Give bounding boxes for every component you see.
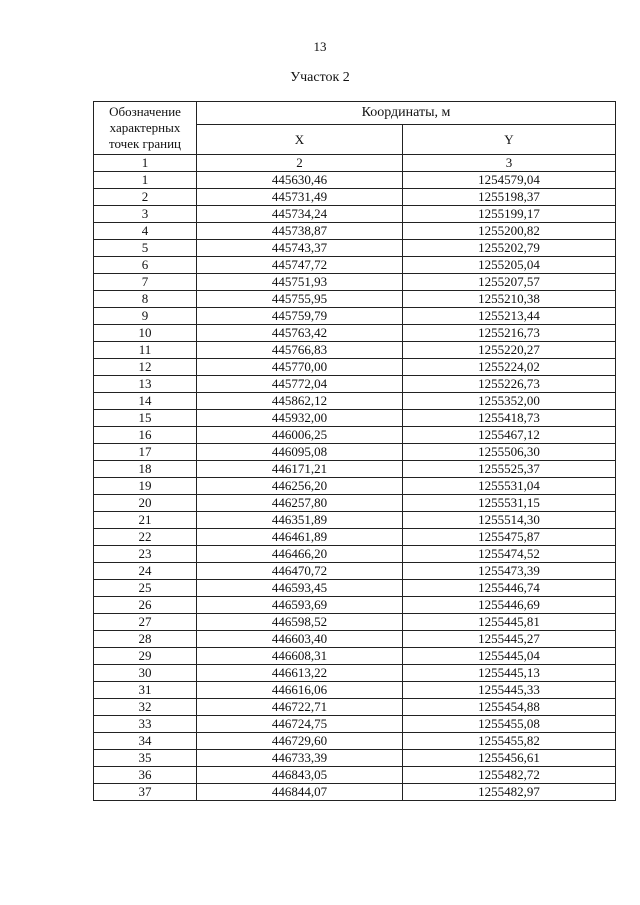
point-number-cell: 16 — [94, 427, 197, 444]
table-row — [94, 342, 616, 359]
y-coordinate-cell: 1255467,12 — [403, 427, 616, 444]
point-number-cell: 35 — [94, 750, 197, 767]
point-number-cell: 20 — [94, 495, 197, 512]
x-coordinate-cell: 445763,42 — [197, 325, 403, 342]
y-coordinate-cell: 1255455,82 — [403, 733, 616, 750]
y-coordinate-cell: 1255525,37 — [403, 461, 616, 478]
header-point-designation: Обозначение характерных точек границ — [94, 102, 197, 155]
x-coordinate-cell: 446843,05 — [197, 767, 403, 784]
header-x: X — [197, 125, 403, 155]
y-coordinate-cell: 1254579,04 — [403, 172, 616, 189]
x-coordinate-cell: 446616,06 — [197, 682, 403, 699]
y-coordinate-cell: 1255445,27 — [403, 631, 616, 648]
x-coordinate-cell: 446461,89 — [197, 529, 403, 546]
x-coordinate-cell: 446733,39 — [197, 750, 403, 767]
x-coordinate-cell: 445862,12 — [197, 393, 403, 410]
table-row — [94, 733, 616, 750]
table-row — [94, 716, 616, 733]
point-number-cell: 17 — [94, 444, 197, 461]
x-coordinate-cell: 446256,20 — [197, 478, 403, 495]
x-coordinate-cell: 445770,00 — [197, 359, 403, 376]
point-number-cell: 15 — [94, 410, 197, 427]
table-row — [94, 393, 616, 410]
table-row — [94, 546, 616, 563]
point-number-cell: 13 — [94, 376, 197, 393]
x-coordinate-cell: 446006,25 — [197, 427, 403, 444]
point-number-cell: 12 — [94, 359, 197, 376]
x-coordinate-cell: 445755,95 — [197, 291, 403, 308]
table-row — [94, 495, 616, 512]
table-row — [94, 529, 616, 546]
y-coordinate-cell: 1255207,57 — [403, 274, 616, 291]
y-coordinate-cell: 1255455,08 — [403, 716, 616, 733]
table-row — [94, 784, 616, 801]
point-number-cell: 25 — [94, 580, 197, 597]
table-row — [94, 410, 616, 427]
point-number-cell: 28 — [94, 631, 197, 648]
y-coordinate-cell: 1255482,72 — [403, 767, 616, 784]
point-number-cell: 6 — [94, 257, 197, 274]
x-coordinate-cell: 445734,24 — [197, 206, 403, 223]
table-row — [94, 597, 616, 614]
point-number-cell: 3 — [94, 206, 197, 223]
x-coordinate-cell: 446729,60 — [197, 733, 403, 750]
x-coordinate-cell: 445630,46 — [197, 172, 403, 189]
x-coordinate-cell: 445731,49 — [197, 189, 403, 206]
point-number-cell: 5 — [94, 240, 197, 257]
y-coordinate-cell: 1255482,97 — [403, 784, 616, 801]
x-coordinate-cell: 446593,45 — [197, 580, 403, 597]
table-row — [94, 563, 616, 580]
point-number-cell: 19 — [94, 478, 197, 495]
column-number-1: 1 — [94, 155, 197, 172]
table-row — [94, 308, 616, 325]
point-number-cell: 31 — [94, 682, 197, 699]
table-row — [94, 223, 616, 240]
table-row — [94, 427, 616, 444]
section-title: Участок 2 — [290, 70, 350, 85]
table-row — [94, 206, 616, 223]
table-row — [94, 648, 616, 665]
table-row — [94, 359, 616, 376]
table-row — [94, 750, 616, 767]
x-coordinate-cell: 446613,22 — [197, 665, 403, 682]
point-number-cell: 10 — [94, 325, 197, 342]
x-coordinate-cell: 446724,75 — [197, 716, 403, 733]
point-number-cell: 33 — [94, 716, 197, 733]
y-coordinate-cell: 1255224,02 — [403, 359, 616, 376]
y-coordinate-cell: 1255506,30 — [403, 444, 616, 461]
table-row — [94, 172, 616, 189]
table-body — [94, 172, 616, 801]
x-coordinate-cell: 446844,07 — [197, 784, 403, 801]
table-row — [94, 257, 616, 274]
y-coordinate-cell: 1255445,13 — [403, 665, 616, 682]
x-coordinate-cell: 445743,37 — [197, 240, 403, 257]
table-row — [94, 665, 616, 682]
y-coordinate-cell: 1255445,81 — [403, 614, 616, 631]
x-coordinate-cell: 446171,21 — [197, 461, 403, 478]
y-coordinate-cell: 1255352,00 — [403, 393, 616, 410]
point-number-cell: 34 — [94, 733, 197, 750]
y-coordinate-cell: 1255446,74 — [403, 580, 616, 597]
x-coordinate-cell: 446351,89 — [197, 512, 403, 529]
x-coordinate-cell: 445751,93 — [197, 274, 403, 291]
point-number-cell: 1 — [94, 172, 197, 189]
y-coordinate-cell: 1255210,38 — [403, 291, 616, 308]
table-row — [94, 767, 616, 784]
x-coordinate-cell: 446598,52 — [197, 614, 403, 631]
y-coordinate-cell: 1255445,33 — [403, 682, 616, 699]
y-coordinate-cell: 1255531,04 — [403, 478, 616, 495]
point-number-cell: 32 — [94, 699, 197, 716]
y-coordinate-cell: 1255202,79 — [403, 240, 616, 257]
y-coordinate-cell: 1255473,39 — [403, 563, 616, 580]
point-number-cell: 23 — [94, 546, 197, 563]
table-row — [94, 444, 616, 461]
x-coordinate-cell: 446608,31 — [197, 648, 403, 665]
y-coordinate-cell: 1255198,37 — [403, 189, 616, 206]
x-coordinate-cell: 446593,69 — [197, 597, 403, 614]
page-number: 13 — [313, 39, 327, 54]
x-coordinate-cell: 446257,80 — [197, 495, 403, 512]
column-number-3: 3 — [403, 155, 616, 172]
table-row — [94, 274, 616, 291]
table-row — [94, 376, 616, 393]
y-coordinate-cell: 1255531,15 — [403, 495, 616, 512]
y-coordinate-cell: 1255418,73 — [403, 410, 616, 427]
x-coordinate-cell: 446466,20 — [197, 546, 403, 563]
table-row — [94, 291, 616, 308]
point-number-cell: 29 — [94, 648, 197, 665]
point-number-cell: 36 — [94, 767, 197, 784]
point-number-cell: 9 — [94, 308, 197, 325]
point-number-cell: 14 — [94, 393, 197, 410]
x-coordinate-cell: 446603,40 — [197, 631, 403, 648]
y-coordinate-cell: 1255200,82 — [403, 223, 616, 240]
y-coordinate-cell: 1255446,69 — [403, 597, 616, 614]
x-coordinate-cell: 445932,00 — [197, 410, 403, 427]
x-coordinate-cell: 445747,72 — [197, 257, 403, 274]
point-number-cell: 18 — [94, 461, 197, 478]
table-row — [94, 478, 616, 495]
point-number-cell: 22 — [94, 529, 197, 546]
point-number-cell: 11 — [94, 342, 197, 359]
point-number-cell: 7 — [94, 274, 197, 291]
table-row — [94, 461, 616, 478]
x-coordinate-cell: 445738,87 — [197, 223, 403, 240]
header-coordinates: Координаты, м — [197, 102, 616, 125]
point-number-cell: 30 — [94, 665, 197, 682]
y-coordinate-cell: 1255456,61 — [403, 750, 616, 767]
table-row — [94, 512, 616, 529]
x-coordinate-cell: 446470,72 — [197, 563, 403, 580]
y-coordinate-cell: 1255454,88 — [403, 699, 616, 716]
x-coordinate-cell: 446095,08 — [197, 444, 403, 461]
coordinates-table — [93, 101, 616, 801]
y-coordinate-cell: 1255514,30 — [403, 512, 616, 529]
y-coordinate-cell: 1255213,44 — [403, 308, 616, 325]
x-coordinate-cell: 445766,83 — [197, 342, 403, 359]
x-coordinate-cell: 446722,71 — [197, 699, 403, 716]
y-coordinate-cell: 1255475,87 — [403, 529, 616, 546]
y-coordinate-cell: 1255220,27 — [403, 342, 616, 359]
y-coordinate-cell: 1255205,04 — [403, 257, 616, 274]
table-row — [94, 631, 616, 648]
y-coordinate-cell: 1255199,17 — [403, 206, 616, 223]
table-row — [94, 325, 616, 342]
y-coordinate-cell: 1255226,73 — [403, 376, 616, 393]
y-coordinate-cell: 1255445,04 — [403, 648, 616, 665]
point-number-cell: 37 — [94, 784, 197, 801]
table-row — [94, 580, 616, 597]
table-row — [94, 699, 616, 716]
table-row — [94, 240, 616, 257]
column-number-2: 2 — [197, 155, 403, 172]
table-row — [94, 682, 616, 699]
y-coordinate-cell: 1255474,52 — [403, 546, 616, 563]
point-number-cell: 4 — [94, 223, 197, 240]
table-row — [94, 614, 616, 631]
y-coordinate-cell: 1255216,73 — [403, 325, 616, 342]
point-number-cell: 24 — [94, 563, 197, 580]
x-coordinate-cell: 445759,79 — [197, 308, 403, 325]
header-y: Y — [403, 125, 616, 155]
point-number-cell: 8 — [94, 291, 197, 308]
x-coordinate-cell: 445772,04 — [197, 376, 403, 393]
point-number-cell: 2 — [94, 189, 197, 206]
point-number-cell: 27 — [94, 614, 197, 631]
table-row — [94, 189, 616, 206]
point-number-cell: 21 — [94, 512, 197, 529]
point-number-cell: 26 — [94, 597, 197, 614]
